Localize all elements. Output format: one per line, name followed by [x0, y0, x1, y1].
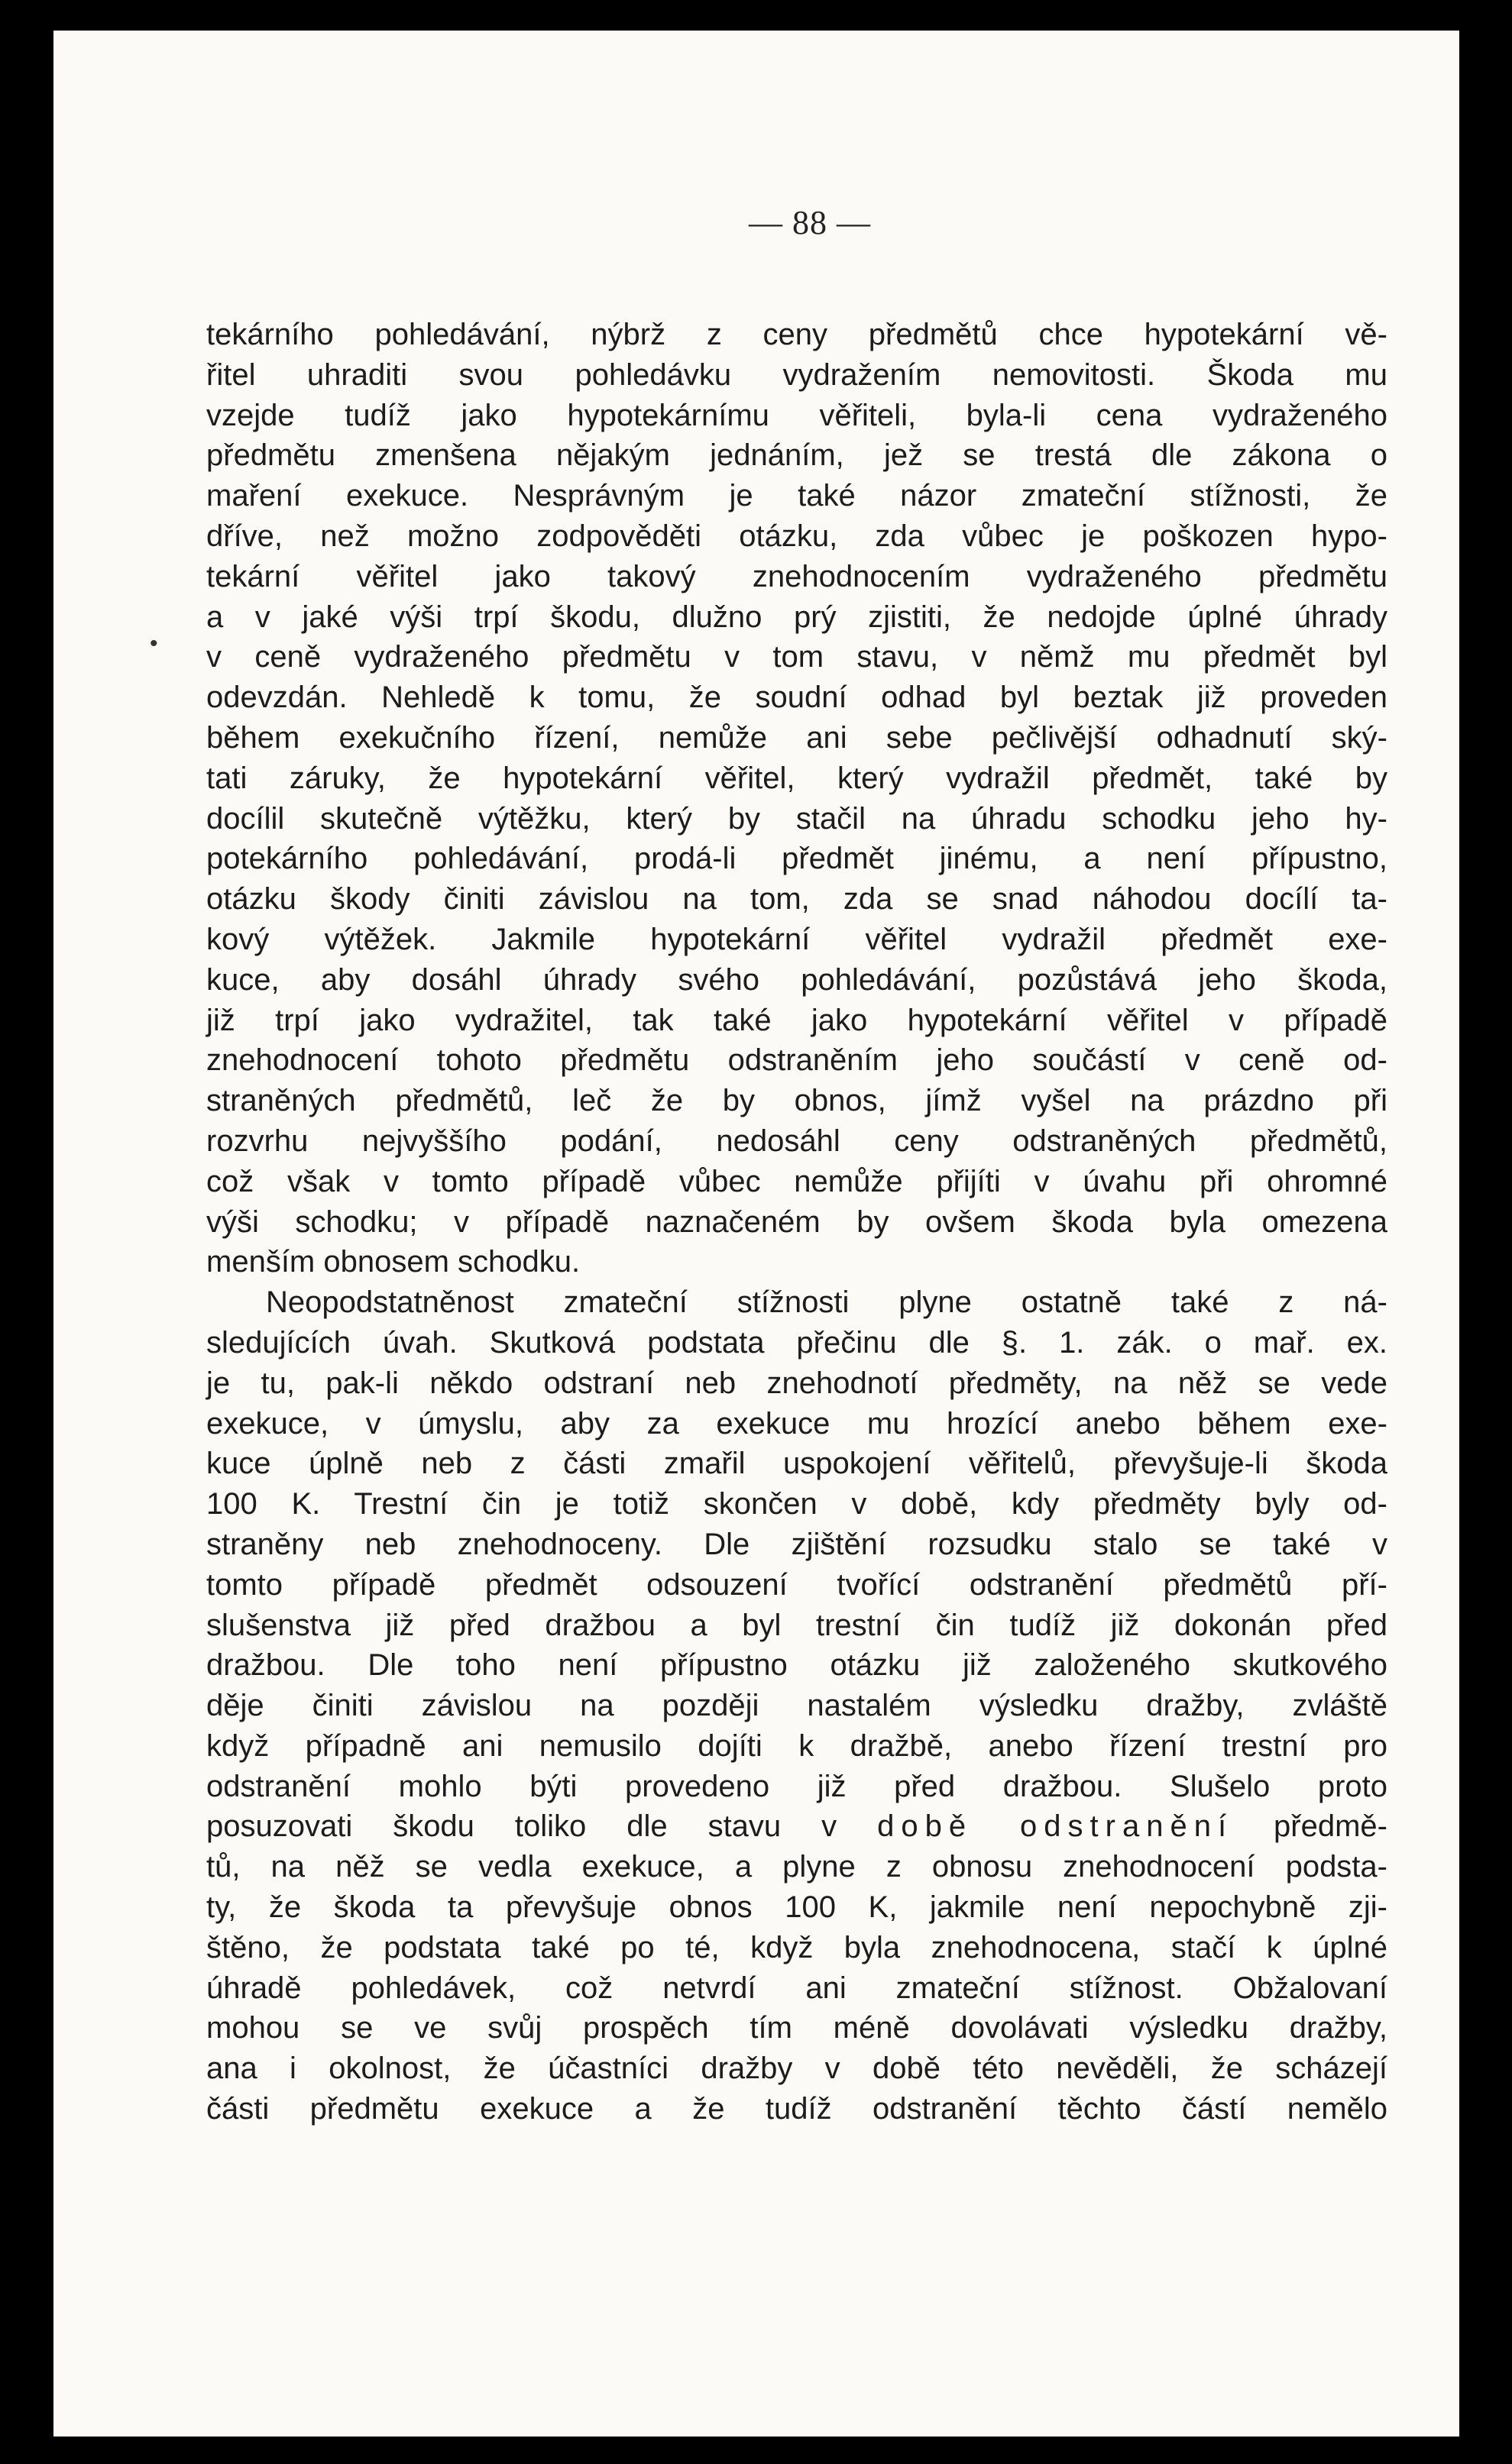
text-line: což však v tomto případě vůbec nemůže přijíti v úvahu při ohromné: [206, 1164, 1387, 1198]
paragraph-2: [206, 1282, 1387, 2129]
emphasized-spaced-text: době odstranění: [877, 1809, 1234, 1844]
text-line: odstranění mohlo býti provedeno již před dražbou. Slušelo proto: [206, 1769, 1387, 1803]
text-line: je tu, pak-li někdo odstraní neb znehodnotí předměty, na něž se vede: [206, 1366, 1387, 1400]
text-line: během exekučního řízení, nemůže ani sebe pečlivější odhadnutí ský-: [206, 720, 1387, 755]
text-line: dříve, než možno zodpověděti otázku, zda vůbec je poškozen hypo-: [206, 519, 1387, 553]
body-text: [206, 315, 1387, 2129]
text-line: řitel uhraditi svou pohledávku vydražením nemovitosti. Škoda mu: [206, 357, 1387, 392]
text-line: rozvrhu nejvyššího podání, nedosáhl ceny odstraněných předmětů,: [206, 1124, 1387, 1158]
text-line: odevzdán. Nehledě k tomu, že soudní odhad byl beztak již proveden: [206, 681, 1387, 715]
text-line: menším obnosem schodku.: [206, 1245, 581, 1279]
text-line: když případně ani nemusilo dojíti k dražbě, anebo řízení trestní pro: [206, 1728, 1387, 1763]
text-line: tati záruky, že hypotekární věřitel, který vydražil předmět, také by: [206, 761, 1387, 795]
text-line: děje činiti závislou na později nastalém výsledku dražby, zvláště: [206, 1689, 1387, 1723]
page-number: — 88 —: [749, 204, 871, 241]
text-line: Neopodstatněnost zmateční stížnosti plyne ostatně také z ná-: [266, 1285, 1387, 1320]
text-line: slušenstva již před dražbou a byl trestní čin tudíž již dokonán před: [206, 1608, 1387, 1642]
text-line: části předmětu exekuce a že tudíž odstranění těchto částí nemělo: [206, 2092, 1387, 2126]
text-line: ty, že škoda ta převyšuje obnos 100 K, jakmile není nepochybně zji-: [206, 1890, 1387, 1925]
text-line: exekuce, v úmyslu, aby za exekuce mu hrozící anebo během exe-: [206, 1406, 1387, 1441]
text-line: vzejde tudíž jako hypotekárnímu věřiteli, byla-li cena vydraženého: [206, 398, 1387, 432]
text-line: úhradě pohledávek, což netvrdí ani zmateční stížnost. Obžalovaní: [206, 1971, 1387, 2005]
text-line: tekárního pohledávání, nýbrž z ceny předmětů chce hypotekární vě-: [206, 318, 1387, 351]
text-line: a v jaké výši trpí škodu, dlužno prý zjistiti, že nedojde úplné úhrady: [206, 600, 1387, 634]
text-line: kuce, aby dosáhl úhrady svého pohledávání, pozůstává jeho škoda,: [206, 962, 1387, 997]
text-line: již trpí jako vydražitel, tak také jako hypotekární věřitel v případě: [206, 1003, 1387, 1037]
text-line: kuce úplně neb z části zmařil uspokojení věřitelů, převyšuje-li škoda: [206, 1447, 1387, 1481]
margin-mark: •: [150, 631, 158, 656]
text-line-spaced: posuzovati škodu toliko dle stavu v době odstranění předmě-: [206, 1809, 1387, 1844]
text-line: výši schodku; v případě naznačeném by ovšem škoda byla omezena: [206, 1205, 1387, 1239]
text-line: znehodnocení tohoto předmětu odstraněním jeho součástí v ceně od-: [206, 1043, 1387, 1078]
paragraph-1: [206, 315, 1387, 1282]
text-line: otázku škody činiti závislou na tom, zda se snad náhodou docílí ta-: [206, 882, 1387, 917]
text-line: tekární věřitel jako takový znehodnocením vydraženého předmětu: [206, 559, 1387, 593]
text-line: potekárního pohledávání, prodá-li předmět jinému, a není přípustno,: [206, 842, 1387, 876]
text-line: maření exekuce. Nesprávným je také názor zmateční stížnosti, že: [206, 479, 1387, 513]
text-line: tomto případě předmět odsouzení tvořící odstranění předmětů pří-: [206, 1567, 1387, 1602]
text-line: předmětu zmenšena nějakým jednáním, jež se trestá dle zákona o: [206, 438, 1387, 473]
text-line: tů, na něž se vedla exekuce, a plyne z obnosu znehodnocení podsta-: [206, 1850, 1387, 1884]
text-line: mohou se ve svůj prospěch tím méně dovolávati výsledku dražby,: [206, 2011, 1387, 2045]
text-line: straněny neb znehodnoceny. Dle zjištění rozsudku stalo se také v: [206, 1527, 1387, 1561]
text-line: v ceně vydraženého předmětu v tom stavu, v němž mu předmět byl: [206, 640, 1387, 674]
text-line: ana i okolnost, že účastníci dražby v době této nevěděli, že scházejí: [206, 2052, 1387, 2086]
text-line: štěno, že podstata také po té, když byla znehodnocena, stačí k úplné: [206, 1930, 1387, 1964]
book-page: [53, 31, 1459, 2437]
text-line: 100 K. Trestní čin je totiž skončen v době, kdy předměty byly od-: [206, 1487, 1387, 1521]
text-line: kový výtěžek. Jakmile hypotekární věřitel vydražil předmět exe-: [206, 922, 1387, 956]
text-line: sledujících úvah. Skutková podstata přečinu dle §. 1. zák. o mař. ex.: [206, 1325, 1387, 1360]
text-line: docílil skutečně výtěžku, který by stačil na úhradu schodku jeho hy-: [206, 801, 1387, 836]
text-line: dražbou. Dle toho není přípustno otázku již založeného skutkového: [206, 1648, 1387, 1683]
text-line: straněných předmětů, leč že by obnos, jímž vyšel na prázdno při: [206, 1084, 1387, 1118]
